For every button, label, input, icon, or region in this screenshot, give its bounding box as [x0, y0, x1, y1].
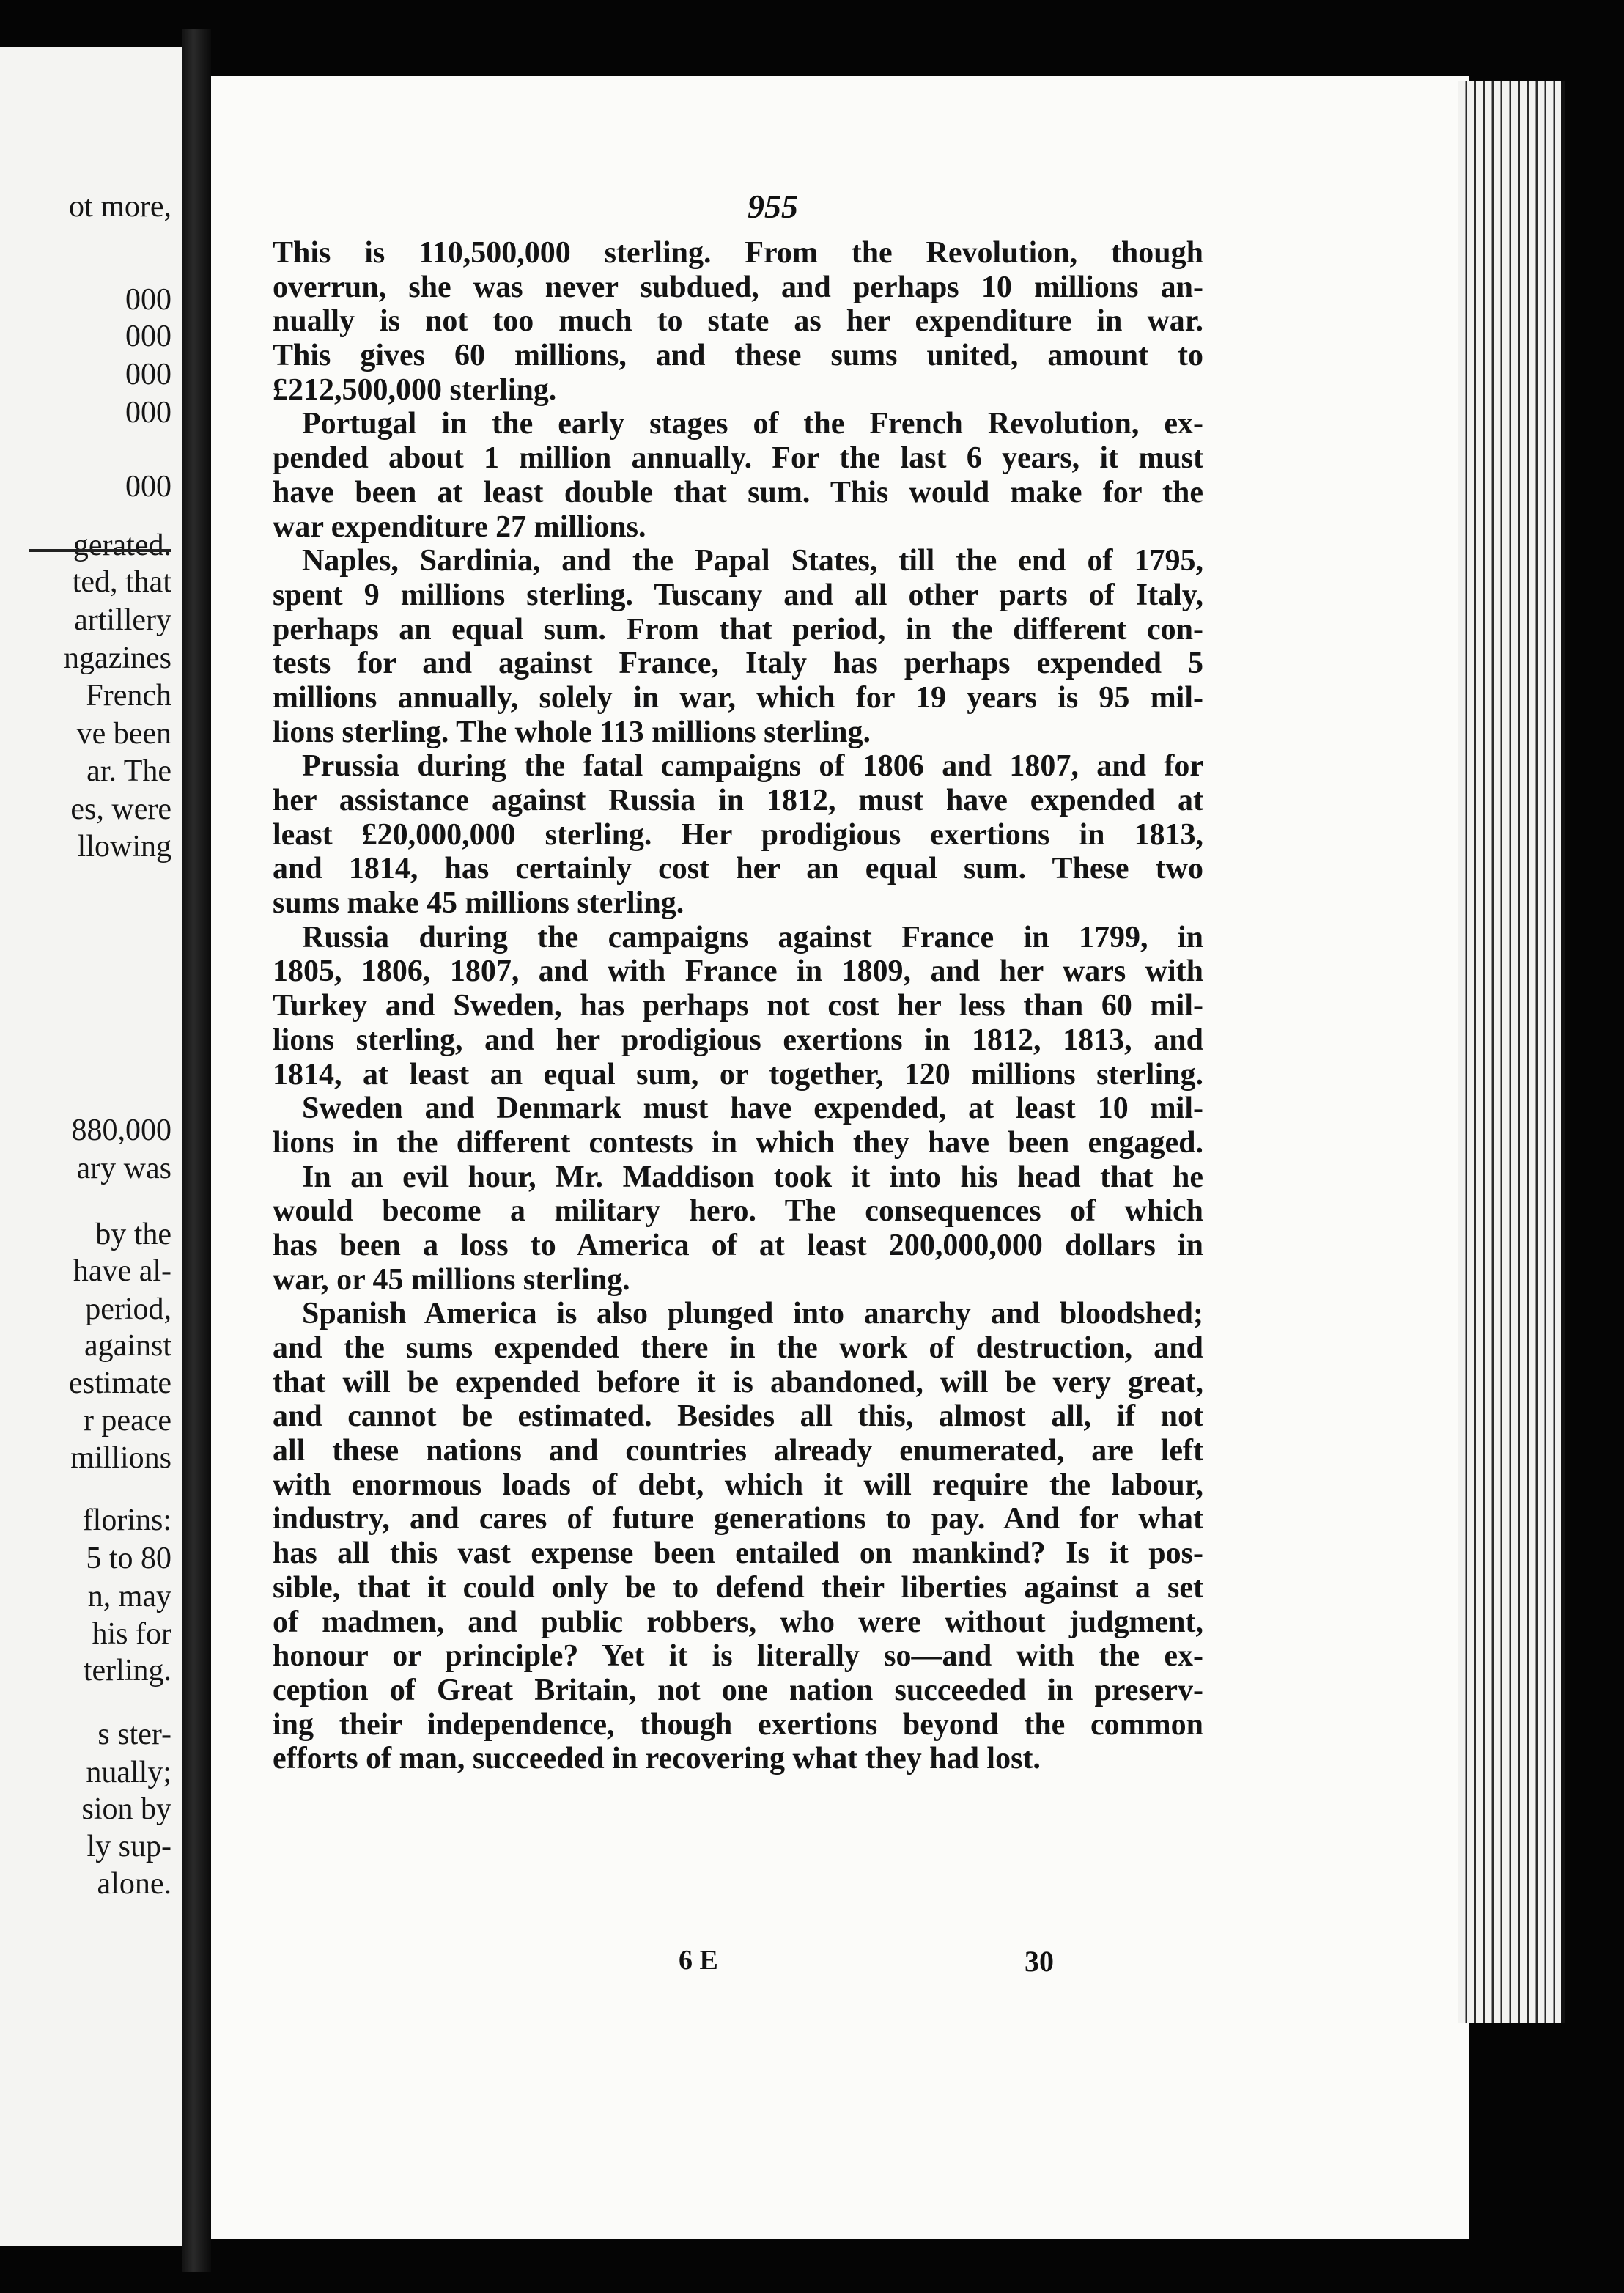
left-page-fragment: ary was: [76, 1152, 171, 1185]
left-page-fragment: estimate: [69, 1366, 171, 1400]
text-line: and cannot be estimated. Besides all this, almost all, if not: [273, 1399, 1203, 1434]
body-text: [273, 236, 1203, 1776]
text-line: ing their independence, though exertions beyond the common: [273, 1707, 1203, 1742]
text-line: lions sterling, and her prodigious exertions in 1812, 1813, and: [273, 1023, 1203, 1057]
text-line: ception of Great Britain, not one nation succeeded in preserv-: [273, 1673, 1203, 1707]
text-line: overrun, she was never subdued, and perhaps 10 millions an-: [273, 270, 1203, 304]
text-line: Sweden and Denmark must have expended, at least 10 mil-: [302, 1092, 1203, 1126]
text-line: tests for and against France, Italy has perhaps expended 5: [273, 647, 1203, 681]
text-line: Prussia during the fatal campaigns of 1806 and 1807, and for: [302, 749, 1203, 784]
left-page-fragment: 000: [125, 470, 171, 504]
text-line: millions annually, solely in war, which for 19 years is 95 mil-: [273, 680, 1203, 715]
left-page-rule: [29, 549, 171, 552]
left-page-fragment: have al-: [73, 1254, 171, 1288]
page-number: 955: [748, 188, 798, 225]
left-page-fragment: period,: [85, 1292, 171, 1326]
folio-number: 30: [1025, 1945, 1054, 1978]
text-line: nually is not too much to state as her expenditure in war.: [273, 304, 1203, 339]
text-line: least £20,000,000 sterling. Her prodigious exertions in 1813,: [273, 817, 1203, 852]
left-page-fragment: ve been: [76, 717, 171, 751]
left-page-fragment: gerated.: [73, 529, 171, 562]
left-page-fragment: 000: [125, 358, 171, 391]
text-line: honour or principle? Yet it is literally so—and with the ex-: [273, 1639, 1203, 1674]
text-line: spent 9 millions sterling. Tuscany and all other parts of Italy,: [273, 578, 1203, 612]
text-line: £212,500,000 sterling.: [273, 372, 557, 407]
left-page-fragment: by the: [95, 1218, 171, 1251]
left-page-fragment: alone.: [97, 1867, 171, 1901]
text-line: 1814, at least an equal sum, or together, 120 millions sterling.: [273, 1057, 1203, 1092]
text-line: would become a military hero. The consequences of which: [273, 1194, 1203, 1229]
text-line: Portugal in the early stages of the French Revolution, ex-: [302, 407, 1203, 441]
left-page-fragment: n, may: [87, 1580, 171, 1613]
text-line: her assistance against Russia in 1812, must have expended at: [273, 784, 1203, 817]
text-line: have been at least double that sum. This would make for the: [273, 475, 1203, 509]
text-line: In an evil hour, Mr. Maddison took it into his head that he: [302, 1160, 1203, 1194]
left-page-fragment: ngazines: [64, 641, 171, 675]
left-page-fragment: 000: [125, 396, 171, 430]
left-page-fragment: millions: [70, 1441, 171, 1475]
left-page-fragment: artillery: [74, 603, 171, 637]
text-line: This gives 60 millions, and these sums united, amount to: [273, 339, 1203, 373]
page-edges: [1458, 81, 1565, 2023]
text-line: with enormous loads of debt, which it will require the labour,: [273, 1468, 1203, 1502]
left-page-fragment: es, were: [70, 792, 171, 826]
text-line: lions sterling. The whole 113 millions sterling.: [273, 715, 871, 749]
left-page-fragment: s ster-: [97, 1718, 171, 1751]
text-line: lions in the different contests in which they have been engaged.: [273, 1125, 1203, 1160]
text-line: sums make 45 millions sterling.: [273, 886, 684, 921]
left-page-fragment: sion by: [81, 1792, 171, 1826]
text-line: and the sums expended there in the work of destruction, and: [273, 1331, 1203, 1365]
text-line: pended about 1 million annually. For the last 6 years, it must: [273, 441, 1203, 476]
left-page-fragment: against: [84, 1329, 171, 1363]
left-page-fragment: ot more,: [69, 190, 171, 224]
left-facing-page: [0, 47, 189, 2246]
text-line: This is 110,500,000 sterling. From the Revolution, though: [273, 236, 1203, 270]
left-page-fragment: r peace: [83, 1404, 171, 1438]
text-line: war expenditure 27 millions.: [273, 509, 646, 544]
text-line: has been a loss to America of at least 200,000,000 dollars in: [273, 1228, 1203, 1262]
left-page-fragment: ly sup-: [86, 1830, 171, 1863]
text-line: Naples, Sardinia, and the Papal States, till the end of 1795,: [302, 544, 1203, 578]
left-page-fragment: terling.: [83, 1654, 171, 1687]
text-line: efforts of man, succeeded in recovering what they had lost.: [273, 1742, 1041, 1776]
left-page-fragment: llowing: [77, 830, 171, 864]
text-line: and 1814, has certainly cost her an equal sum. These two: [273, 852, 1203, 886]
signature-mark: 6 E: [679, 1945, 718, 1976]
text-line: all these nations and countries already enumerated, are left: [273, 1434, 1203, 1468]
left-page-fragment: 000: [125, 320, 171, 353]
text-line: Turkey and Sweden, has perhaps not cost her less than 60 mil-: [273, 989, 1203, 1023]
text-line: 1805, 1806, 1807, and with France in 1809, and her wars with: [273, 954, 1203, 989]
text-line: war, or 45 millions sterling.: [273, 1262, 630, 1297]
left-page-fragment: French: [86, 679, 171, 713]
text-line: Spanish America is also plunged into anarchy and bloodshed;: [302, 1297, 1203, 1331]
text-line: of madmen, and public robbers, who were without judgment,: [273, 1605, 1203, 1639]
left-page-fragment: his for: [92, 1617, 171, 1651]
text-line: Russia during the campaigns against France in 1799, in: [302, 920, 1203, 954]
text-line: has all this vast expense been entailed on mankind? Is it pos-: [273, 1536, 1203, 1571]
left-page-fragment: florins:: [82, 1503, 171, 1537]
text-line: industry, and cares of future generations to pay. And for what: [273, 1502, 1203, 1536]
text-line: sible, that it could only be to defend their liberties against a set: [273, 1570, 1203, 1605]
left-page-fragment: 880,000: [71, 1114, 171, 1147]
left-page-fragment: 5 to 80: [86, 1542, 171, 1575]
left-page-fragment: nually;: [86, 1756, 171, 1789]
left-page-fragment: ted, that: [72, 565, 171, 599]
book-gutter: [182, 29, 211, 2272]
left-page-fragment: 000: [125, 283, 171, 317]
left-page-fragment: ar. The: [86, 754, 171, 788]
text-line: that will be expended before it is abandoned, will be very great,: [273, 1365, 1203, 1399]
text-line: perhaps an equal sum. From that period, in the different con-: [273, 612, 1203, 647]
